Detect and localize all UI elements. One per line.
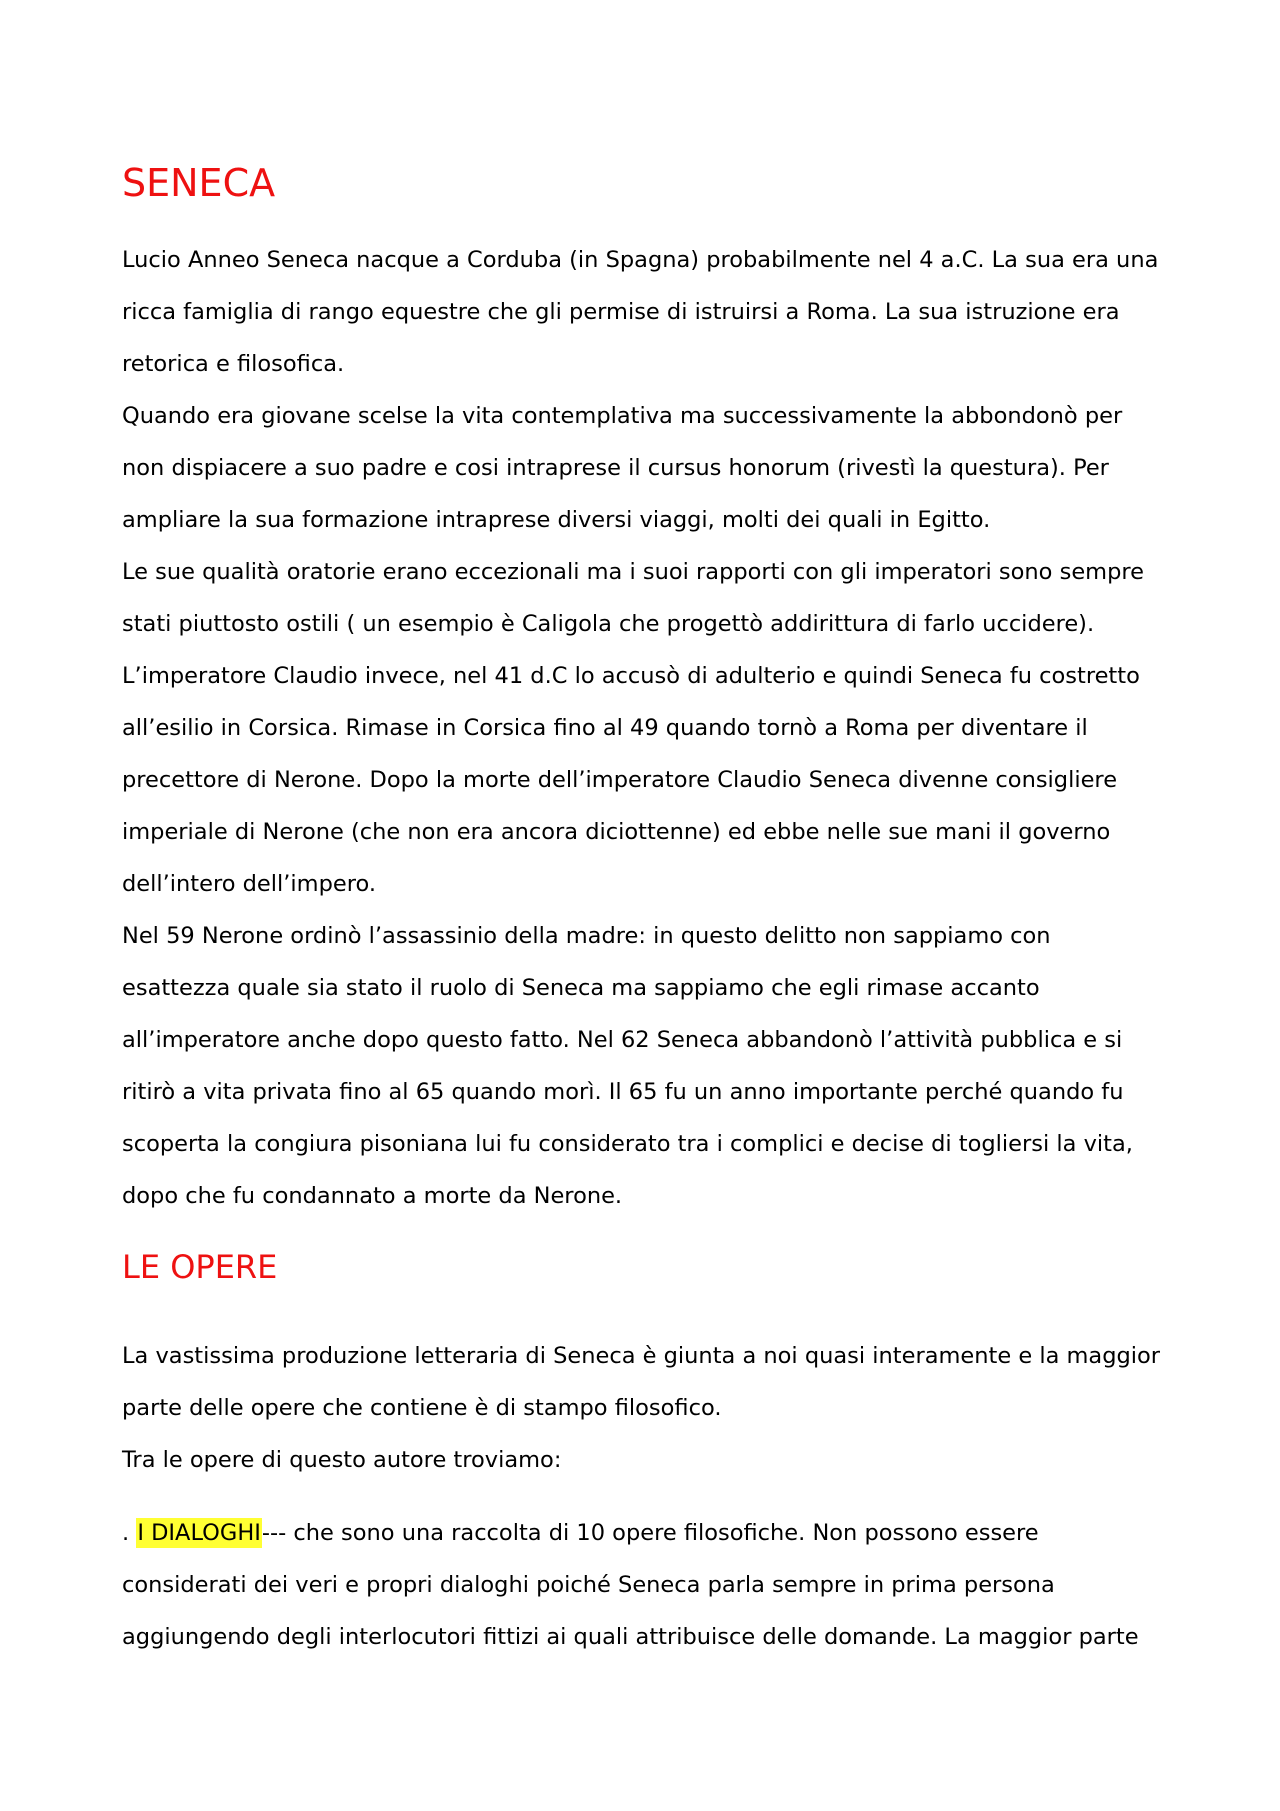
text-line: Le sue qualità oratorie erano eccezionali ma i suoi rapporti con gli imperatori sono sempre — [122, 559, 1144, 585]
text-line: considerati dei veri e propri dialoghi poiché Seneca parla sempre in prima persona — [122, 1572, 1055, 1598]
document-title: SENECA — [122, 161, 276, 205]
text-line: dell’intero dell’impero. — [122, 871, 376, 897]
text-line — [122, 1507, 1182, 1559]
text-line: dopo che fu condannato a morte da Nerone. — [122, 1183, 623, 1209]
text-line: non dispiacere a suo padre e cosi intraprese il cursus honorum (rivestì la questura). Per — [122, 455, 1109, 481]
text-line: all’esilio in Corsica. Rimase in Corsica fino al 49 quando tornò a Roma per diventare il — [122, 715, 1088, 741]
text-line: esattezza quale sia stato il ruolo di Seneca ma sappiamo che egli rimase accanto — [122, 975, 1040, 1001]
text-line: parte delle opere che contiene è di stampo filosofico. — [122, 1395, 722, 1421]
text-line: scoperta la congiura pisoniana lui fu considerato tra i complici e decise di togliersi la vita, — [122, 1131, 1133, 1157]
text-line: stati piuttosto ostili ( un esempio è Caligola che progettò addirittura di farlo uccidere). — [122, 611, 1095, 637]
text-line: retorica e filosofica. — [122, 351, 345, 377]
works-intro-paragraph — [122, 1330, 1182, 1486]
text-line: La vastissima produzione letteraria di Seneca è giunta a noi quasi interamente e la maggior — [122, 1343, 1161, 1369]
text-line: L’imperatore Claudio invece, nel 41 d.C lo accusò di adulterio e quindi Seneca fu costretto — [122, 663, 1140, 689]
dialoghi-description: --- che sono una raccolta di 10 opere filosofiche. Non possono essere — [261, 1520, 1039, 1546]
text-line: imperiale di Nerone (che non era ancora diciottenne) ed ebbe nelle sue mani il governo — [122, 819, 1111, 845]
text-line: precettore di Nerone. Dopo la morte dell’imperatore Claudio Seneca divenne consigliere — [122, 767, 1118, 793]
text-line: Nel 59 Nerone ordinò l’assassinio della madre: in questo delitto non sappiamo con — [122, 923, 1051, 949]
highlighted-term: I DIALOGHI — [137, 1520, 261, 1546]
text-line: ampliare la sua formazione intraprese diversi viaggi, molti dei quali in Egitto. — [122, 507, 991, 533]
text-line: Lucio Anneo Seneca nacque a Corduba (in Spagna) probabilmente nel 4 a.C. La sua era una — [122, 247, 1159, 273]
bullet-prefix: . — [122, 1520, 137, 1546]
text-line: Tra le opere di questo autore troviamo: — [122, 1447, 562, 1473]
text-line: aggiungendo degli interlocutori fittizi ai quali attribuisce delle domande. La maggior parte — [122, 1624, 1139, 1650]
text-line: ricca famiglia di rango equestre che gli permise di istruirsi a Roma. La sua istruzione era — [122, 299, 1120, 325]
biography-paragraph — [122, 234, 1182, 1222]
section-title-le-opere: LE OPERE — [122, 1248, 278, 1286]
text-line: ritirò a vita privata fino al 65 quando morì. Il 65 fu un anno importante perché quando fu — [122, 1079, 1124, 1105]
text-line: Quando era giovane scelse la vita contemplativa ma successivamente la abbondonò per — [122, 403, 1123, 429]
text-line: all’imperatore anche dopo questo fatto. Nel 62 Seneca abbandonò l’attività pubblica e si — [122, 1027, 1123, 1053]
dialoghi-paragraph — [122, 1507, 1182, 1663]
